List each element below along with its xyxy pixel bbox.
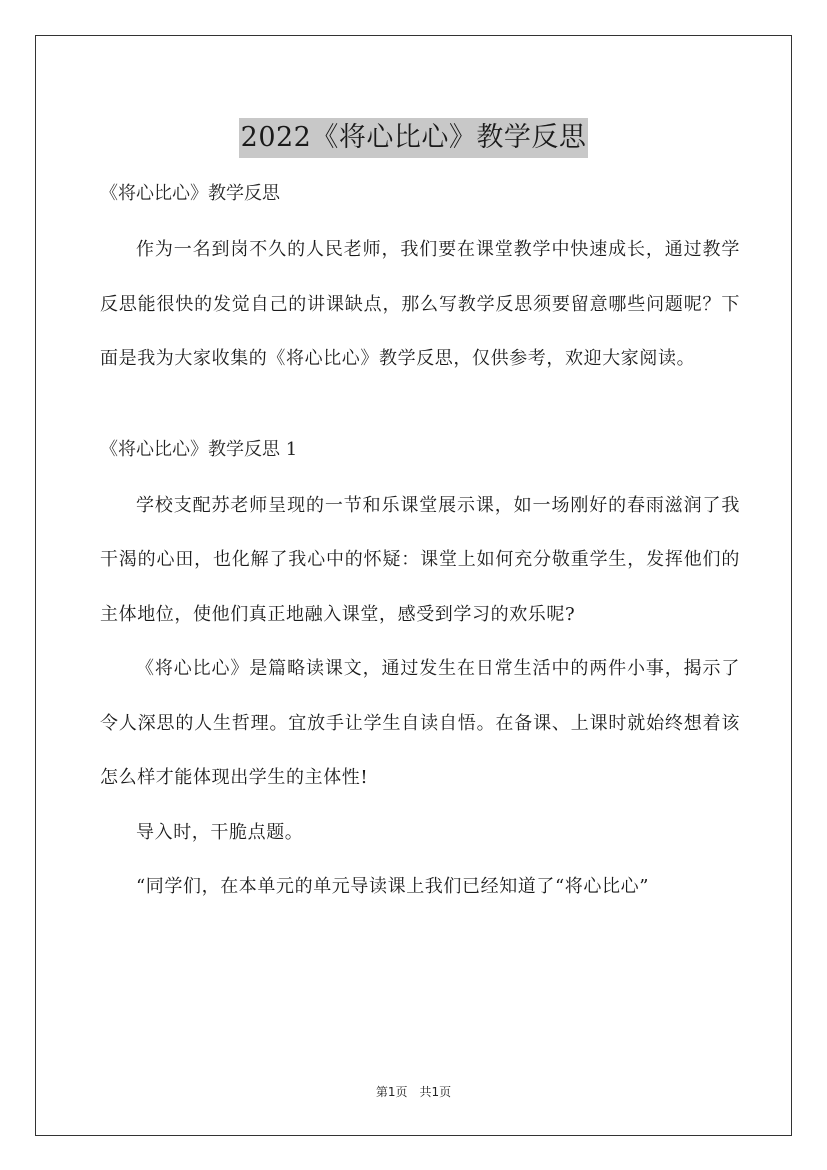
intro-paragraph: 作为一名到岗不久的人民老师，我们要在课堂教学中快速成长，通过教学反思能很快的发觉自己的讲课缺点，那么写教学反思须要留意哪些问题呢？下面是我为大家收集的《将心比心》教学反思，仅供参考，欢迎大家阅读。 [100, 239, 740, 369]
body-paragraph: 《将心比心》是篇略读课文，通过发生在日常生活中的两件小事，揭示了令人深思的人生哲理。宜放手让学生自读自悟。在备课、上课时就始终想着该怎么样才能体现出学生的主体性! [100, 658, 740, 788]
document-title: 2022《将心比心》教学反思 [239, 118, 589, 158]
subtitle-heading: 《将心比心》教学反思 [100, 183, 280, 204]
section-heading: 《将心比心》教学反思 1 [100, 438, 298, 460]
document-body [100, 175, 740, 915]
body-paragraph: “同学们，在本单元的单元导读课上我们已经知道了“将心比心” [136, 876, 650, 897]
section-spacer [100, 387, 740, 431]
title-container [0, 100, 827, 176]
page-footer: 第1页 共1页 [375, 1085, 452, 1099]
body-paragraph: 导入时，干脆点题。 [136, 821, 304, 843]
body-paragraph: 学校支配苏老师呈现的一节和乐课堂展示课，如一场刚好的春雨滋润了我干渴的心田，也化解了我心中的怀疑：课堂上如何充分敬重学生，发挥他们的主体地位，使他们真正地融入课堂，感受到学习的欢乐呢? [100, 494, 740, 625]
